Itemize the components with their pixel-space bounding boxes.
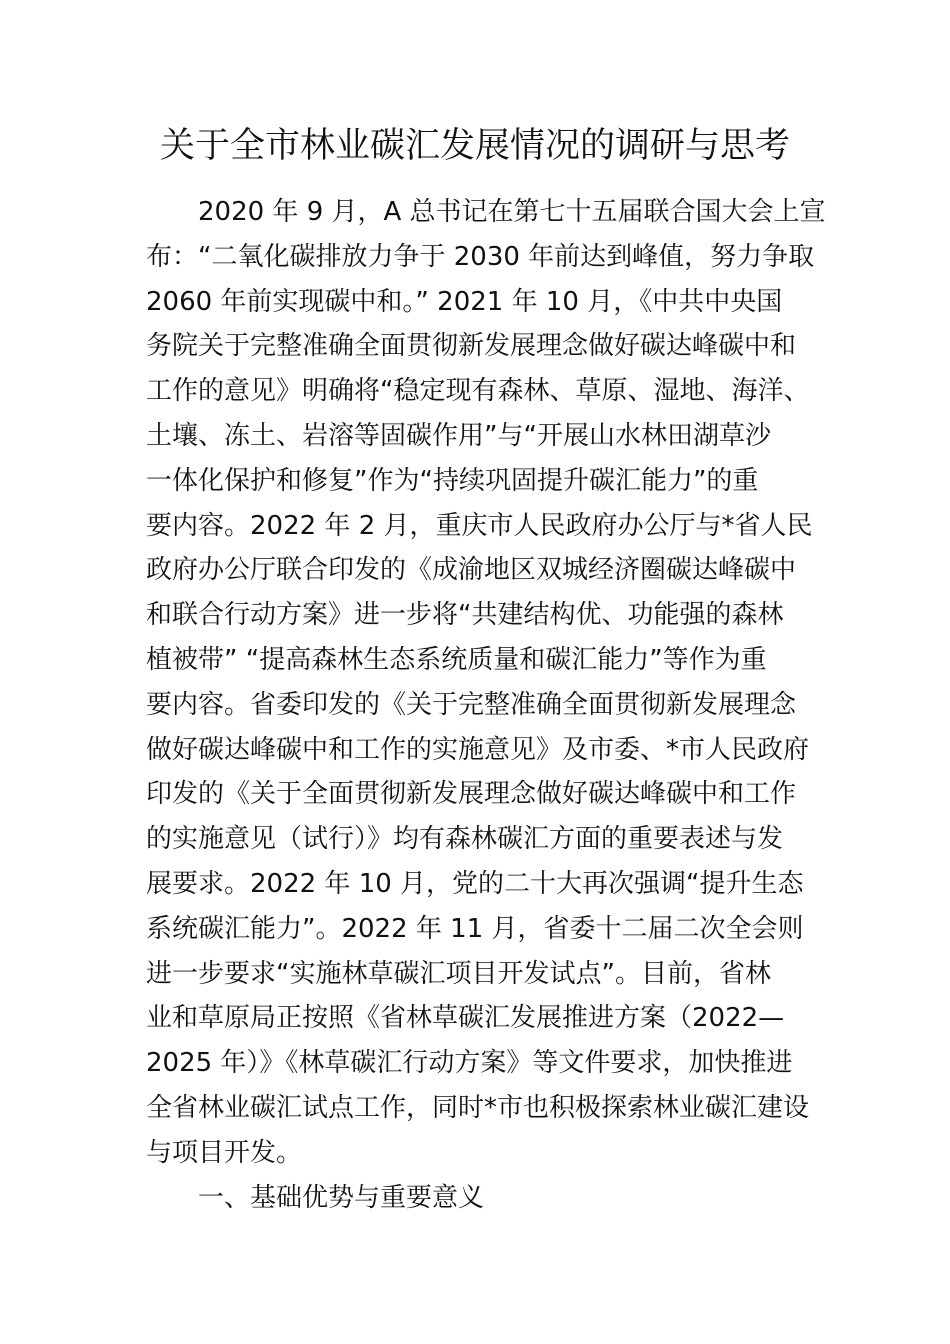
paragraph-line: 2060 年前实现碳中和。” 2021 年 10 月，《中共中央国: [146, 286, 783, 317]
paragraph-line: 政府办公厅联合印发的《成渝地区双城经济圈碳达峰碳中: [146, 555, 797, 586]
paragraph-line: 进一步要求“实施林草碳汇项目开发试点”。目前，省林: [146, 958, 771, 989]
paragraph-line: 全省林业碳汇试点工作，同时*市也积极探索林业碳汇建设: [146, 1092, 810, 1123]
paragraph-line: 的实施意见（试行）》均有森林碳汇方面的重要表述与发: [146, 824, 784, 855]
paragraph-line: 2025 年）》《林草碳汇行动方案》等文件要求，加快推进: [146, 1048, 793, 1079]
paragraph-line: 一体化保护和修复”作为“持续巩固提升碳汇能力”的重: [146, 465, 759, 496]
paragraph-line: 要内容。省委印发的《关于完整准确全面贯彻新发展理念: [146, 689, 797, 720]
paragraph-line: 与项目开发。: [146, 1137, 303, 1168]
paragraph-line: 业和草原局正按照《省林草碳汇发展推进方案（2022—: [146, 1003, 785, 1034]
paragraph-line: 植被带” “提高森林生态系统质量和碳汇能力”等作为重: [146, 644, 767, 675]
paragraph-line: 布：“二氧化碳排放力争于 2030 年前达到峰值，努力争取: [146, 241, 815, 272]
paragraph-line: 做好碳达峰碳中和工作的实施意见》及市委、*市人民政府: [146, 734, 810, 765]
paragraph-line: 展要求。2022 年 10 月，党的二十大再次强调“提升生态: [146, 868, 804, 899]
body-paragraph: [146, 190, 826, 1220]
paragraph-line: 和联合行动方案》进一步将“共建结构优、功能强的森林: [146, 600, 784, 631]
paragraph-line: 2020 年 9 月，A 总书记在第七十五届联合国大会上宣: [198, 197, 826, 227]
paragraph-line: 印发的《关于全面贯彻新发展理念做好碳达峰碳中和工作: [146, 779, 797, 810]
paragraph-line: 工作的意见》明确将“稳定现有森林、草原、湿地、海洋、: [146, 376, 810, 407]
document-title: 关于全市林业碳汇发展情况的调研与思考: [159, 126, 790, 166]
paragraph-line: 要内容。2022 年 2 月，重庆市人民政府办公厅与*省人民: [146, 510, 813, 541]
paragraph-line: 土壤、冻土、岩溶等固碳作用”与“开展山水林田湖草沙: [146, 420, 771, 451]
section-heading: 一、基础优势与重要意义: [198, 1182, 485, 1213]
paragraph-line: 系统碳汇能力”。2022 年 11 月，省委十二届二次全会则: [146, 913, 804, 944]
paragraph-line: 务院关于完整准确全面贯彻新发展理念做好碳达峰碳中和: [146, 331, 797, 362]
